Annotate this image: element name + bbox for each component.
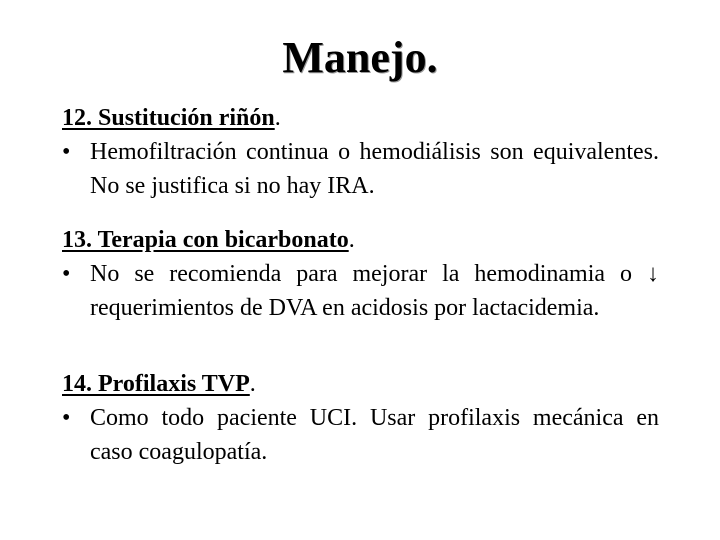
bullet-text: Hemofiltración continua o hemodiálisis son equivalentes. No se justifica si no hay IRA.: [90, 139, 659, 199]
bullet-icon: •: [62, 261, 71, 287]
section-heading-text: 13. Terapia con bicarbonato: [62, 227, 349, 253]
slide-title: Manejo.: [282, 33, 438, 82]
section-terapia-bicarbonato: [62, 223, 659, 325]
bullet-item: [62, 401, 659, 469]
section-heading-text: 14. Profilaxis TVP: [62, 371, 250, 397]
section-heading: [62, 223, 659, 257]
bullet-icon: •: [62, 139, 71, 165]
section-profilaxis-tvp: [62, 367, 659, 469]
section-heading-suffix: .: [249, 371, 256, 397]
section-heading: [62, 101, 659, 135]
bullet-item: [62, 135, 659, 203]
bullet-item: [62, 257, 659, 325]
section-heading: [62, 367, 659, 401]
bullet-text: No se recomienda para mejorar la hemodinamia o ↓ requerimientos de DVA en acidosis por lactacidemia.: [90, 261, 659, 321]
section-heading-text: 12. Sustitución riñón: [62, 105, 275, 131]
section-heading-suffix: .: [348, 227, 355, 253]
bullet-text: Como todo paciente UCI. Usar profilaxis mecánica en caso coagulopatía.: [90, 405, 659, 465]
section-heading-suffix: .: [274, 105, 281, 131]
section-sustitucion-rinon: [62, 101, 659, 203]
bullet-icon: •: [62, 405, 71, 431]
